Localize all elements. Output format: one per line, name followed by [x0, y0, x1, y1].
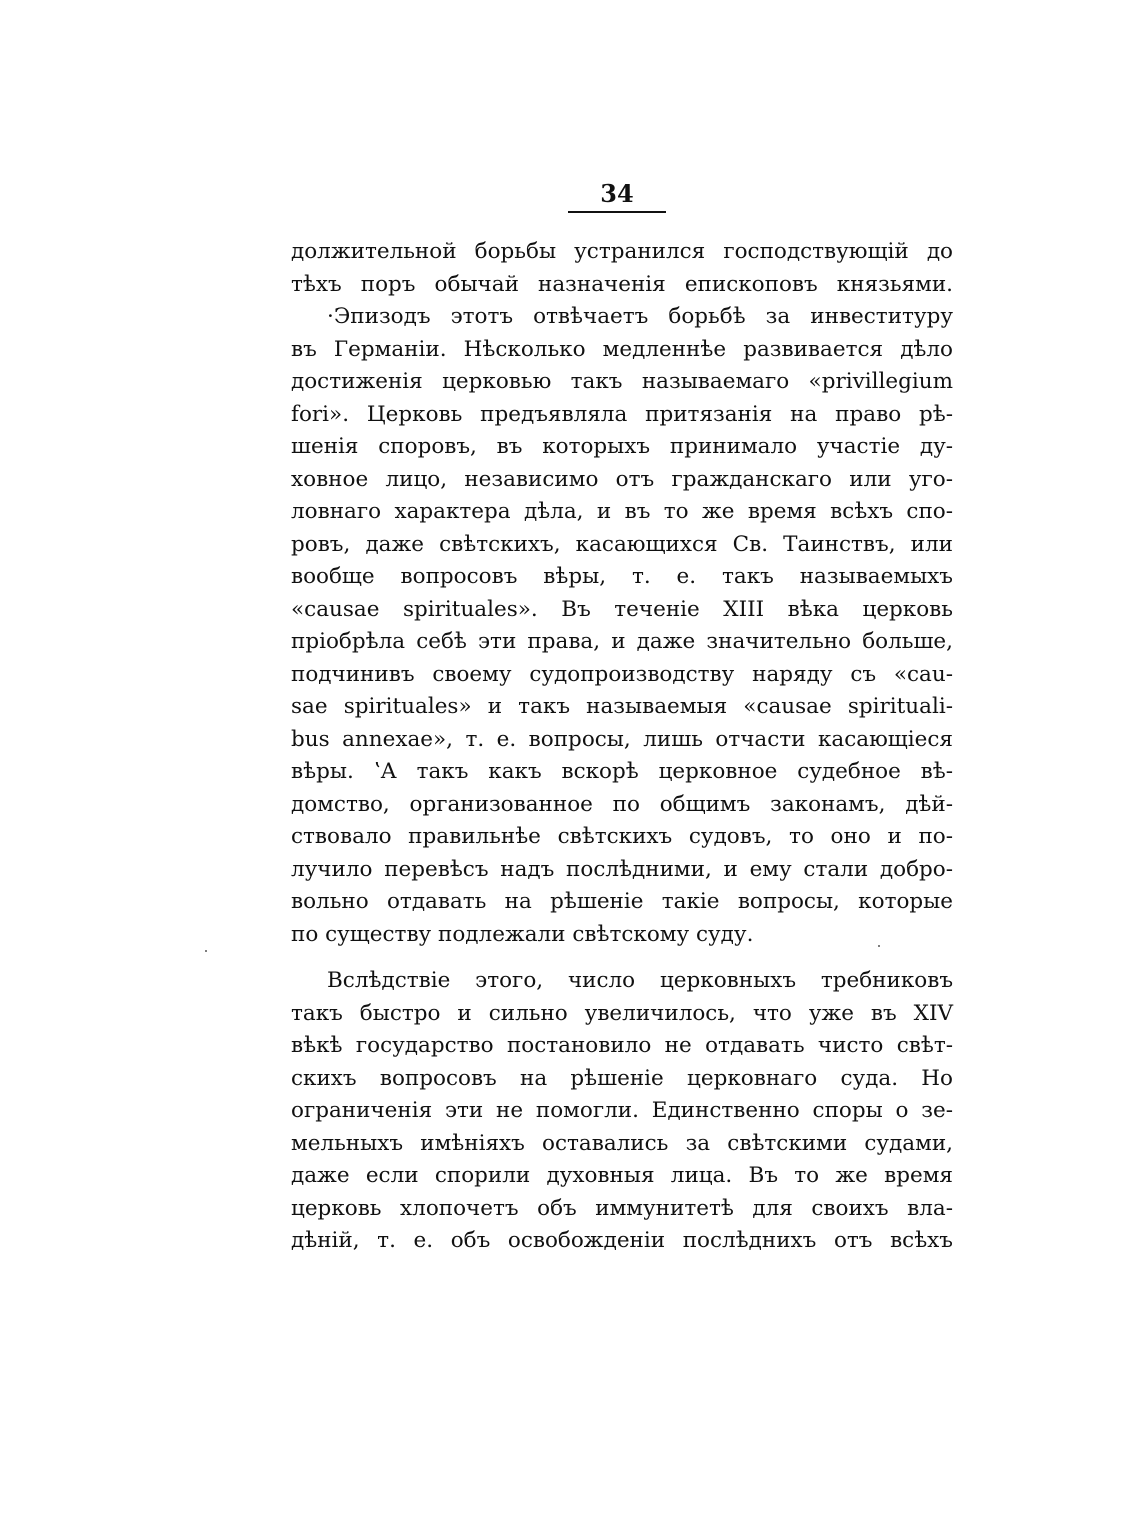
text-line: тѣхъ поръ обычай назначенія епископовъ князьями.	[291, 271, 953, 297]
text-line: должительной борьбы устранился господствующій до	[291, 239, 953, 264]
text-line: ховное лицо, независимо отъ гражданскаго или уго-	[291, 466, 953, 492]
text-line: пріобрѣла себѣ эти права, и даже значительно больше,	[291, 629, 953, 654]
text-line: «causae spirituales». Въ теченіе XIII вѣка церковь	[291, 596, 953, 622]
print-speck	[205, 950, 207, 952]
text-line: fori». Церковь предъявляла притязанія на право рѣ-	[291, 401, 953, 427]
text-line: домство, организованное по общимъ законамъ, дѣй-	[291, 791, 953, 817]
text-line: вольно отдавать на рѣшеніе такіе вопросы, которые	[291, 889, 953, 914]
text-line: шенія споровъ, въ которыхъ принимало участіе ду-	[291, 434, 953, 459]
text-line: вообще вопросовъ вѣры, т. е. такъ называемыхъ	[291, 564, 953, 589]
text-line: такъ быстро и сильно увеличилось, что уже въ XIV	[291, 1000, 953, 1026]
text-line: ровъ, даже свѣтскихъ, касающихся Св. Таинствъ, или	[291, 531, 953, 557]
text-line: достиженія церковью такъ называемаго «privillegium	[291, 369, 953, 394]
paragraph-gap	[291, 951, 953, 965]
text-line: ·Эпизодъ этотъ отвѣчаетъ борьбѣ за инвеституру	[327, 304, 953, 329]
text-line: мельныхъ имѣніяхъ оставались за свѣтскими судами,	[291, 1130, 953, 1156]
text-line: лучило перевѣсъ надъ послѣдними, и ему стали добро-	[291, 856, 953, 882]
text-line: sae spirituales» и такъ называемыя «causae spirituali-	[291, 694, 953, 719]
text-line: bus annexae», т. е. вопросы, лишь отчасти касающіеся	[291, 726, 953, 752]
body-text	[291, 236, 953, 1258]
text-line: даже если спорили духовныя лица. Въ то же время	[291, 1163, 953, 1188]
text-line: Вслѣдствіе этого, число церковныхъ требниковъ	[327, 968, 953, 993]
text-line: по существу подлежали свѣтскому суду.	[291, 921, 754, 947]
text-line: скихъ вопросовъ на рѣшеніе церковнаго суда. Но	[291, 1065, 953, 1091]
text-line: церковь хлопочетъ объ иммунитетѣ для своихъ вла-	[291, 1195, 953, 1221]
page-number-rule	[568, 211, 666, 213]
text-line: подчинивъ своему судопроизводству наряду съ «cau-	[291, 661, 953, 687]
text-line: ловнаго характера дѣла, и въ то же время всѣхъ спо-	[291, 499, 953, 524]
page-number: 34	[600, 179, 634, 208]
print-speck	[878, 945, 880, 947]
text-line: ствовало правильнѣе свѣтскихъ судовъ, то оно и по-	[291, 824, 953, 849]
text-line: въ Германіи. Нѣсколько медленнѣе развивается дѣло	[291, 336, 953, 362]
text-line: ограниченія эти не помогли. Единственно споры о зе-	[291, 1098, 953, 1123]
text-line: вѣкѣ государство постановило не отдавать чисто свѣт-	[291, 1033, 953, 1058]
text-line: дѣній, т. е. объ освобожденіи послѣднихъ отъ всѣхъ	[291, 1228, 953, 1253]
text-line: вѣры. ʽА такъ какъ вскорѣ церковное судебное вѣ-	[291, 759, 953, 784]
